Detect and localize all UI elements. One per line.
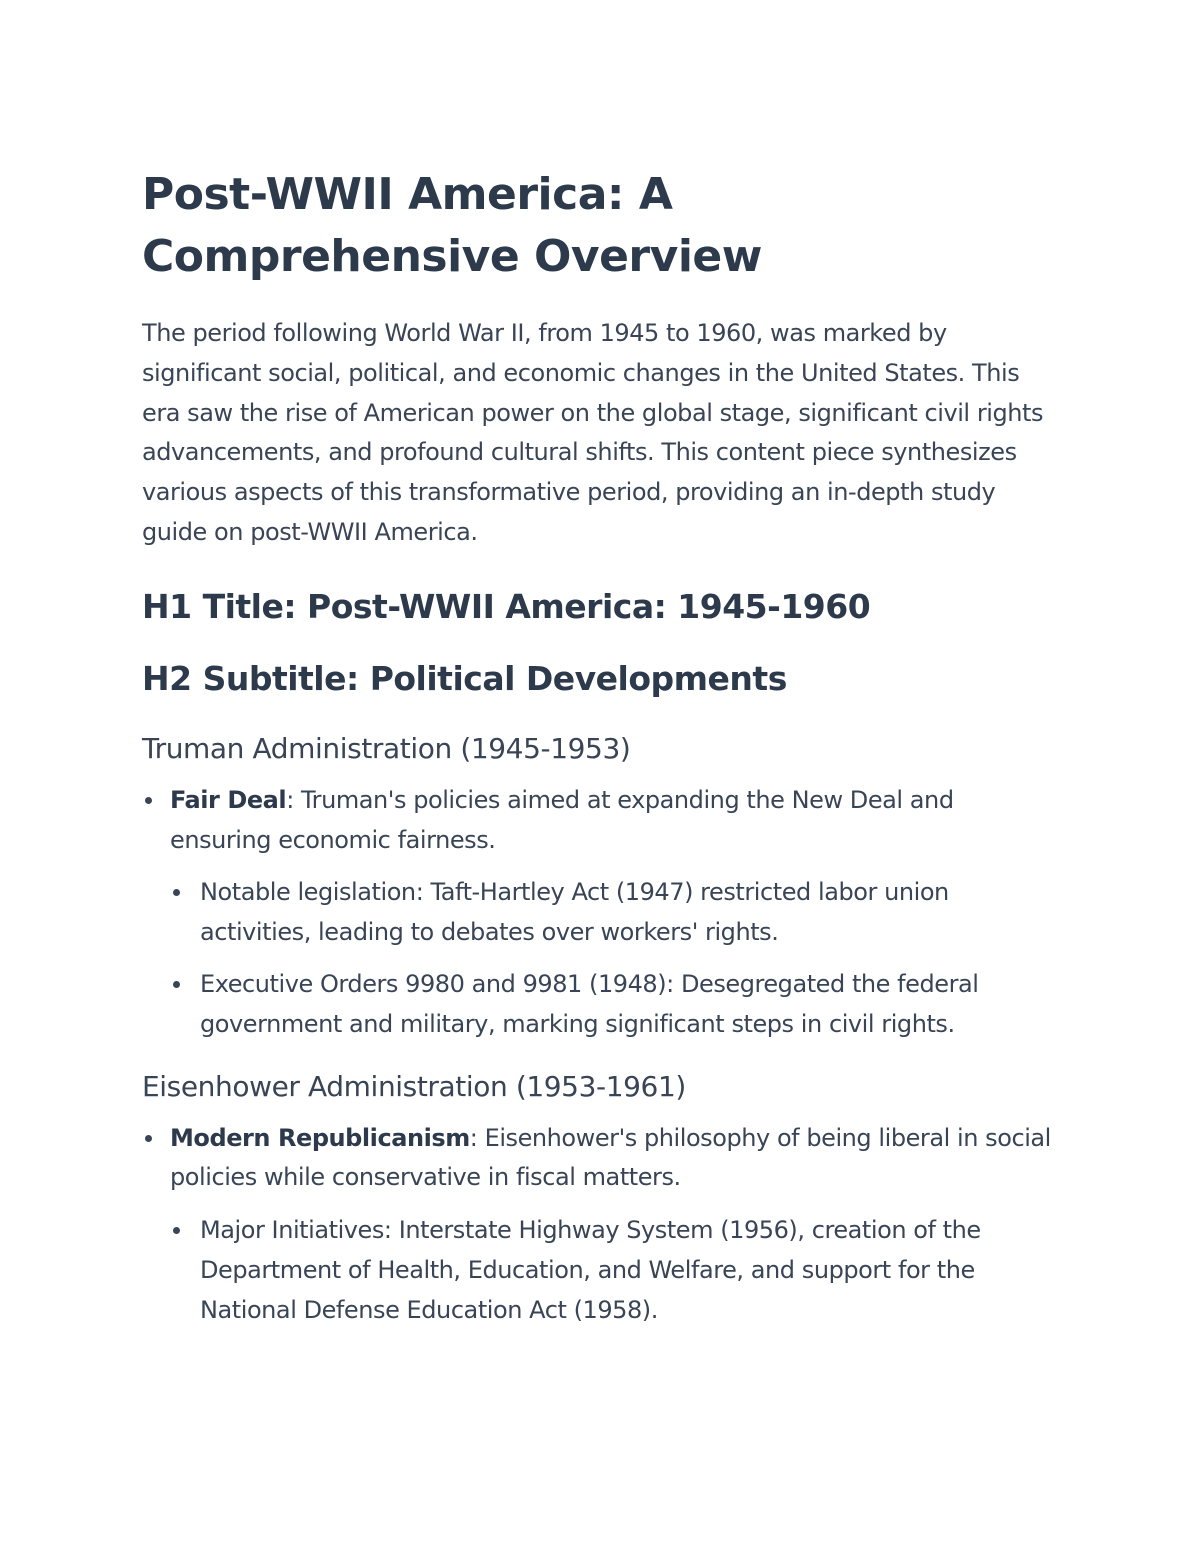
list-item-modern-republicanism — [142, 1119, 1057, 1331]
list-item-term: Fair Deal — [170, 785, 287, 814]
sub-list-item: Notable legislation: Taft-Hartley Act (1947) restricted labor union activities, leading to debates over workers' rights. — [170, 873, 1057, 953]
section-heading-eisenhower: Eisenhower Administration (1953-1961) — [142, 1069, 686, 1103]
intro-paragraph: The period following World War II, from 1945 to 1960, was marked by significant social, political, and economic changes in the United States. This era saw the rise of American power on the global stage, significant civil rights advancements, and profound cultural shifts. This content piece synthesizes various aspects of this transformative period, providing an in-depth study guide on post-WWII America. — [142, 319, 1044, 546]
sub-list-eisenhower — [170, 1211, 1057, 1330]
list-item-fair-deal — [142, 781, 1057, 1045]
list-item-term: Modern Republicanism — [170, 1123, 470, 1152]
section-heading-truman: Truman Administration (1945-1953) — [142, 731, 631, 765]
bullet-list-eisenhower — [142, 1119, 1057, 1331]
sub-list-item: Major Initiatives: Interstate Highway System (1956), creation of the Department of Health, Education, and Welfare, and support for the National Defense Education Act (1958). — [170, 1211, 1057, 1330]
section-eisenhower — [142, 1065, 1057, 1331]
bullet-list-truman — [142, 781, 1057, 1045]
list-item-text: : Truman's policies aimed at expanding the New Deal and ensuring economic fairness. — [170, 785, 954, 854]
list-item-text: : Eisenhower's philosophy of being liberal in social policies while conservative in fiscal matters. — [170, 1123, 1051, 1192]
document-page — [142, 164, 1057, 1331]
sub-list-item: Executive Orders 9980 and 9981 (1948): Desegregated the federal government and military, marking significant steps in civil rights. — [170, 965, 1057, 1045]
sub-list-truman — [170, 873, 1057, 1044]
h1-title-heading: H1 Title: Post-WWII America: 1945-1960 — [142, 586, 871, 626]
h2-subtitle-heading: H2 Subtitle: Political Developments — [142, 658, 787, 698]
document-title: Post-WWII America: A Comprehensive Overview — [142, 169, 762, 282]
section-truman — [142, 727, 1057, 1045]
